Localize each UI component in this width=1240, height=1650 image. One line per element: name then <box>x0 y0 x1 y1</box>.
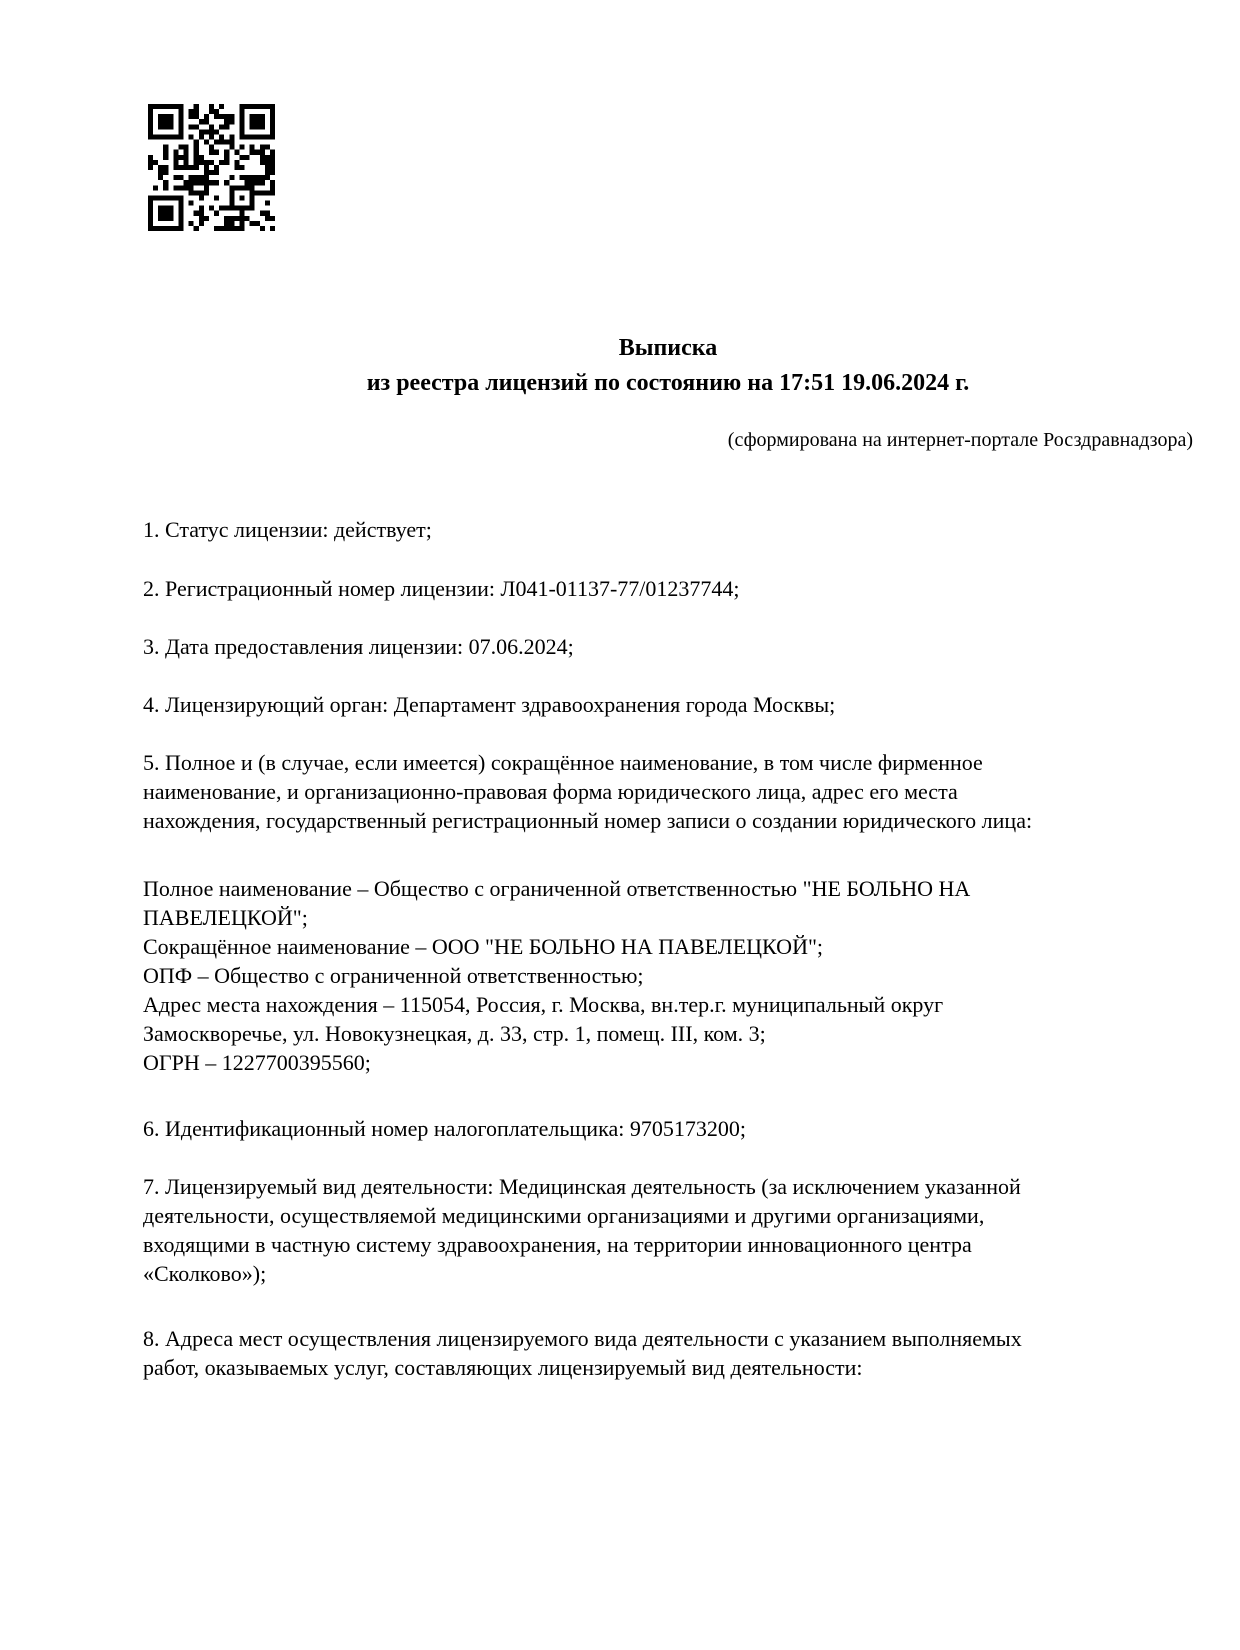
paragraph-org-name-heading <box>143 748 1203 835</box>
text-line: 6. Идентификационный номер налогоплательщика: 9705173200; <box>143 1116 746 1141</box>
text-line: 4. Лицензирующий орган: Департамент здравоохранения города Москвы; <box>143 692 836 717</box>
title-line-1: Выписка <box>618 335 718 361</box>
text-line: наименование, и организационно-правовая форма юридического лица, адрес его места <box>143 779 958 804</box>
paragraph-licensing-authority <box>143 690 1203 719</box>
text-line: работ, оказываемых услуг, составляющих лицензируемый вид деятельности: <box>143 1355 863 1380</box>
text-line: 2. Регистрационный номер лицензии: Л041-01137-77/01237744; <box>143 576 740 601</box>
title-line-2: из реестра лицензий по состоянию на 17:51 19.06.2024 г. <box>366 370 970 396</box>
paragraph-license-date <box>143 632 1203 661</box>
paragraph-activity-addresses <box>143 1324 1203 1382</box>
paragraph-license-status <box>143 515 1203 544</box>
text-line: входящими в частную систему здравоохранения, на территории инновационного центра <box>143 1232 972 1257</box>
org-address-wrap: Замоскворечье, ул. Новокузнецкая, д. 33, стр. 1, помещ. III, ком. 3; <box>143 1021 766 1046</box>
org-details-block <box>143 874 1203 1077</box>
document-subtitle: (сформирована на интернет-портале Росздравнадзора) <box>727 429 1193 451</box>
org-full-name-wrap: ПАВЕЛЕЦКОЙ"; <box>143 905 308 930</box>
text-line: нахождения, государственный регистрационный номер записи о создании юридического лица: <box>143 808 1033 833</box>
paragraph-registration-number <box>143 574 1203 603</box>
text-line: 3. Дата предоставления лицензии: 07.06.2024; <box>143 634 574 659</box>
org-address: Адрес места нахождения – 115054, Россия, г. Москва, вн.тер.г. муниципальный округ <box>143 992 944 1017</box>
text-line: 5. Полное и (в случае, если имеется) сокращённое наименование, в том числе фирменное <box>143 750 983 775</box>
document-title <box>143 331 1193 401</box>
paragraph-licensed-activity <box>143 1172 1203 1288</box>
org-ogrn: ОГРН – 1227700395560; <box>143 1050 371 1075</box>
org-short-name: Сокращённое наименование – ООО "НЕ БОЛЬНО НА ПАВЕЛЕЦКОЙ"; <box>143 934 824 959</box>
text-line: 7. Лицензируемый вид деятельности: Медицинская деятельность (за исключением указанной <box>143 1174 1021 1199</box>
paragraph-inn <box>143 1114 1203 1143</box>
qr-code-icon <box>148 104 275 231</box>
text-line: 1. Статус лицензии: действует; <box>143 517 432 542</box>
text-line: «Сколково»); <box>143 1261 267 1286</box>
text-line: деятельности, осуществляемой медицинскими организациями и другими организациями, <box>143 1203 985 1228</box>
org-full-name: Полное наименование – Общество с ограниченной ответственностью "НЕ БОЛЬНО НА <box>143 876 971 901</box>
text-line: 8. Адреса мест осуществления лицензируемого вида деятельности с указанием выполняемых <box>143 1326 1022 1351</box>
org-legal-form: ОПФ – Общество с ограниченной ответственностью; <box>143 963 644 988</box>
